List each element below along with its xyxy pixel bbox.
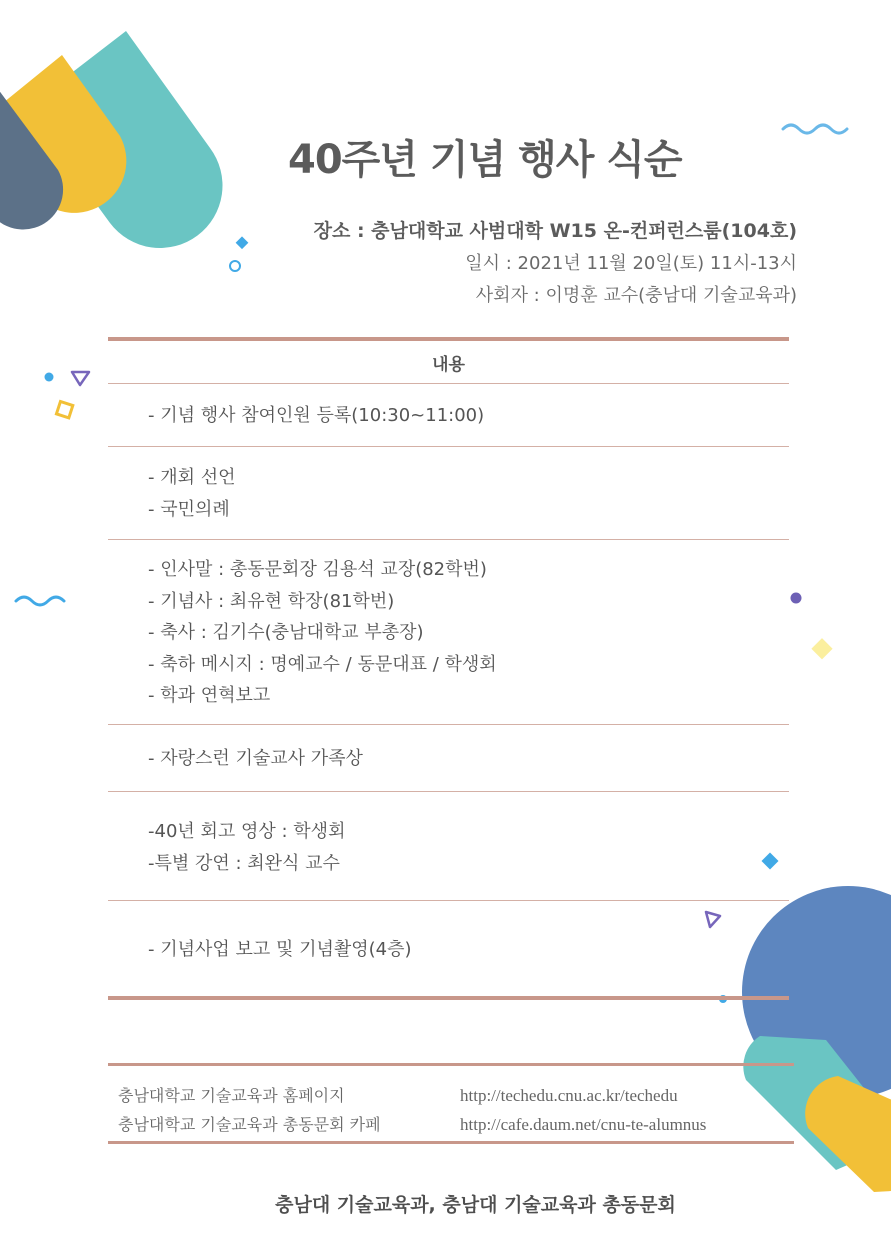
links-bottom-rule [108,1141,794,1144]
table-divider [108,791,789,792]
event-place: 장소 : 충남대학교 사범대학 W15 온-컨퍼런스룸(104호) [313,220,797,242]
wave-shape [16,597,64,605]
table-header: 내용 [432,355,465,375]
table-divider [108,383,789,384]
dot-shape [791,593,802,604]
table-divider [108,900,789,901]
page-title: 40주년 기념 행사 식순 [288,137,682,183]
link-label: 충남대학교 기술교육과 홈페이지 [118,1086,345,1105]
program-section [148,554,497,712]
program-item: - 인사말 : 총동문회장 김용석 교장(82학번) [148,559,487,580]
program-section [148,934,412,966]
link-label: 충남대학교 기술교육과 총동문회 카페 [118,1115,381,1134]
program-item: - 기념 행사 참여인원 등록(10:30~11:00) [148,405,485,426]
footer-organizers: 충남대 기술교육과, 충남대 기술교육과 총동문회 [275,1194,676,1216]
link-row [118,1110,818,1139]
program-item: - 축사 : 김기수(충남대학교 부총장) [148,622,424,643]
table-top-rule [108,337,789,341]
program-item: - 축하 메시지 : 명예교수 / 동문대표 / 학생회 [148,653,497,675]
program-item: -40년 회고 영상 : 학생회 [148,821,346,842]
diamond-shape [762,853,779,870]
links-box [118,1081,818,1139]
program-item: - 자랑스런 기술교사 가족상 [148,748,363,769]
table-divider [108,539,789,540]
dot-shape [45,373,54,382]
wave-shape [783,125,847,133]
program-item: - 기념사 : 최유현 학장(81학번) [148,590,395,612]
event-date: 일시 : 2021년 11월 20일(토) 11시-13시 [465,253,797,274]
diamond-shape [236,236,249,249]
program-section [148,462,236,525]
program-item: - 개회 선언 [148,467,236,488]
table-bottom-rule [108,996,789,1000]
program-item: -특별 강연 : 최완식 교수 [148,852,340,874]
homepage-link[interactable]: http://techedu.cnu.ac.kr/techedu [460,1086,678,1105]
square-outline-shape [56,401,72,417]
alumni-cafe-link[interactable]: http://cafe.daum.net/cnu-te-alumnus [460,1115,707,1134]
program-section [148,400,484,432]
link-row [118,1081,818,1110]
program-item: - 국민의례 [148,498,230,520]
event-host: 사회자 : 이명훈 교수(충남대 기술교육과) [475,285,797,306]
diamond-shape [811,638,832,659]
links-top-rule [108,1063,794,1066]
triangle-outline-shape [72,372,89,385]
program-item: - 학과 연혁보고 [148,685,271,706]
table-divider [108,724,789,725]
triangle-outline-shape [706,912,720,927]
ring-shape [230,261,240,271]
program-section [148,816,345,879]
program-section [148,743,363,775]
program-item: - 기념사업 보고 및 기념촬영(4층) [148,939,412,960]
table-divider [108,446,789,447]
